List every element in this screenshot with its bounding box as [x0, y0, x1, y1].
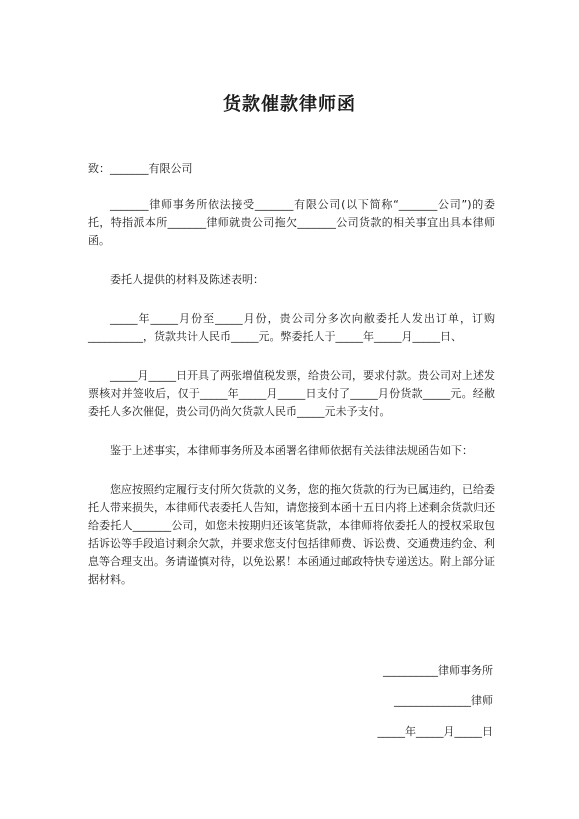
paragraph-materials-intro: 委托人提供的材料及陈述表明：	[110, 273, 264, 286]
signature-law-firm: __________律师事务所	[383, 664, 493, 677]
paragraph-notice-intro: 鉴于上述事实，本律师事务所及本函署名律师依据有关法律法规函告如下：	[110, 444, 473, 457]
signature-lawyer: ______________律师	[394, 694, 493, 707]
paragraph-engagement: _______律师事务所依法接受_______有限公司(以下简称“_______公司”)的委托，特指派本所_______律师就贵公司拖欠_______公司货款的相关事宜出具本律师函。	[88, 198, 495, 247]
letter-body	[88, 160, 495, 589]
paragraph-demand: 您应按照约定履行支付所欠货款的义务，您的拖欠货款的行为已属违约，已给委托人带来损失，本律师代表委托人告知，请您接到本函十五日内将上述剩余货款归还给委托人_______公司，如您未按期归还该笔货款，本律师将依委托人的授权采取包括诉讼等手段追讨剩余欠款，并要求您支付包括律师费、诉讼费、交通费违约金、利息等合理支出。务请谨慎对待，以免讼累！本函通过邮政特快专递送达。附上部分证据材料。	[88, 483, 495, 586]
signature-date: _____年_____月_____日	[377, 725, 493, 738]
document-title: 货款催款律师函	[223, 94, 356, 115]
paragraph-orders: _____年_____月份至_____月份，贵公司分多次向敝委托人发出订单，订购__________，货款共计人民币_____元。弊委托人于_____年_____月_____日、	[88, 312, 495, 343]
salutation: 致：_______有限公司	[88, 162, 193, 175]
paragraph-invoices: _____月_____日开具了两张增值税发票，给贵公司，要求付款。贵公司对上述发票核对并签收后，仅于_____年_____月_____日支付了_____月份货款_____元。经敝委托人多次催促，贵公司仍尚欠货款人民币_____元未予支付。	[88, 369, 495, 418]
